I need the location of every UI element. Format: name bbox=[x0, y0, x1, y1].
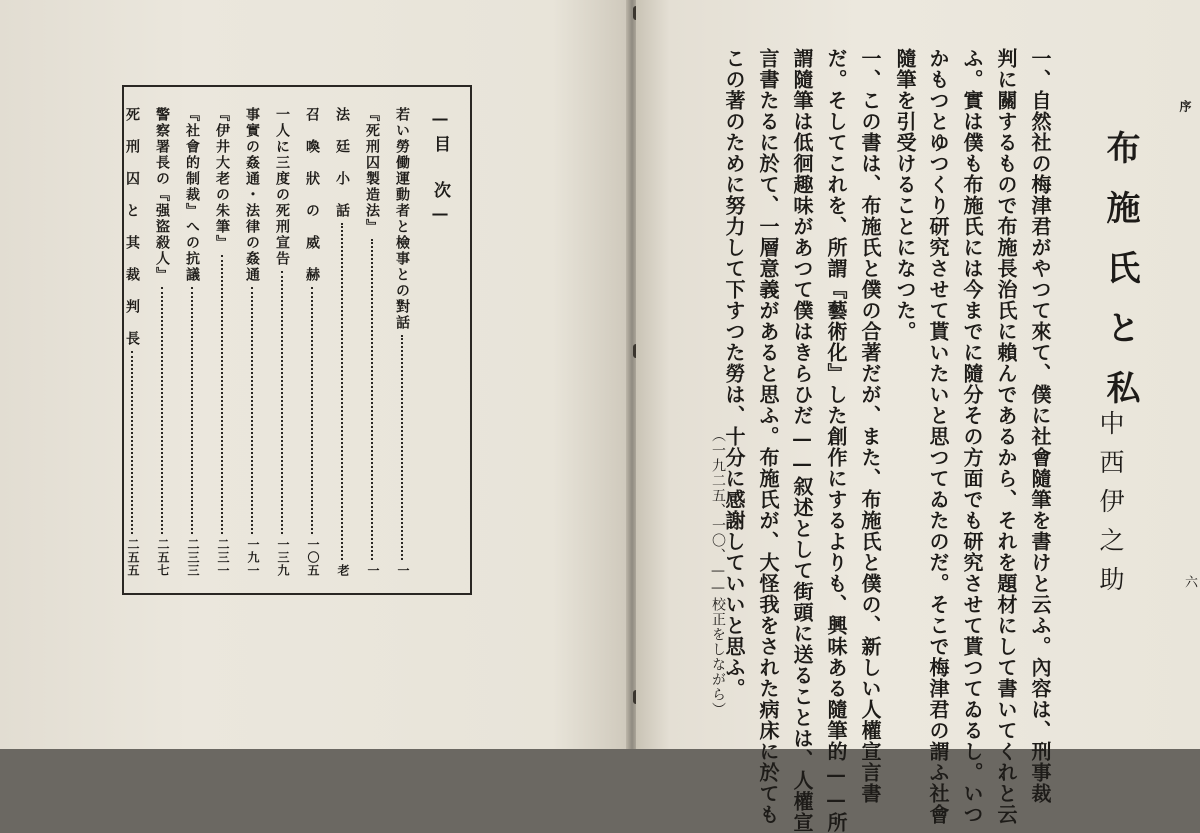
toc-entry-page: 二三一 bbox=[216, 538, 230, 577]
toc-entry bbox=[302, 107, 322, 577]
toc-entry bbox=[212, 107, 232, 577]
body-text-column: かもつとゆつくり研究させて貰いたいと思つてゐたのだ。そこで梅津君の謂ふ社會 bbox=[926, 48, 950, 825]
table-of-contents bbox=[122, 85, 472, 595]
toc-entry bbox=[152, 107, 172, 577]
toc-entry-page: 一三九 bbox=[276, 538, 290, 577]
toc-entry-page: 二五五 bbox=[126, 538, 140, 577]
toc-entry bbox=[272, 107, 292, 577]
toc-leader-dots bbox=[311, 287, 313, 534]
toc-entry-page: 一 bbox=[396, 564, 410, 577]
toc-entry-title: 若い勞働運動者と檢事との對話 bbox=[394, 107, 410, 331]
toc-leader-dots bbox=[131, 351, 133, 534]
toc-leader-dots bbox=[251, 287, 253, 534]
toc-entry-title: 警察署長の『强盜殺人』 bbox=[154, 107, 170, 283]
body-text-column: ふ。實は僕も布施氏には今までに隨分その方面でも研究させて貰つてゐるし。いつ bbox=[960, 48, 984, 825]
body-text-column: だ。そしてこれを、所謂『藝術化』した創作にするよりも、興味ある隨筆的——所 bbox=[824, 48, 848, 833]
toc-entry-title: 『社會的制裁』への抗議 bbox=[184, 107, 200, 283]
toc-entry bbox=[392, 107, 412, 577]
author-name: 中西伊之助 bbox=[1096, 410, 1125, 605]
body-text-column: 隨筆を引受けることになつた。 bbox=[893, 48, 917, 342]
date-line: （一九二五、一〇、——校正をしながら） bbox=[710, 428, 726, 717]
toc-entry-title: 事實の姦通・法律の姦通 bbox=[244, 107, 260, 283]
toc-entry-title: 死 刑 囚 と 其 裁 判 長 bbox=[124, 107, 140, 347]
toc-entry bbox=[182, 107, 202, 577]
toc-leader-dots bbox=[281, 271, 283, 534]
body-text-column: 判に關するもので布施長治氏に賴んであるから、それを題材にして書いてくれと云 bbox=[994, 48, 1018, 825]
toc-leader-dots bbox=[371, 239, 373, 560]
toc-entry-page: 老 bbox=[336, 564, 350, 577]
toc-entry-title: 一人に三度の死刑宣告 bbox=[274, 107, 290, 267]
toc-leader-dots bbox=[221, 255, 223, 534]
toc-entry bbox=[362, 107, 382, 577]
body-text-column: この著のために努力して下すつた勞は、十分に感謝していいと思ふ。 bbox=[722, 48, 746, 699]
preface-label: 序 bbox=[1178, 100, 1192, 112]
toc-leader-dots bbox=[161, 287, 163, 534]
toc-entry-page: 一〇五 bbox=[306, 538, 320, 577]
toc-entry-page: 二三三 bbox=[186, 538, 200, 577]
toc-entry bbox=[242, 107, 262, 577]
toc-entry-title: 召 喚 狀 の 威 赫 bbox=[304, 107, 320, 283]
toc-entry-title: 『伊井大老の朱筆』 bbox=[214, 107, 230, 251]
toc-entry-page: 一 bbox=[366, 564, 380, 577]
toc-entry-title: 『死刑囚製造法』 bbox=[364, 107, 380, 235]
toc-leader-dots bbox=[341, 223, 343, 560]
toc-entry bbox=[122, 107, 142, 577]
left-page bbox=[0, 0, 628, 749]
essay-title: 布施氏と私 bbox=[1100, 130, 1140, 430]
toc-leader-dots bbox=[191, 287, 193, 534]
toc-entry-title: 法 廷 小 話 bbox=[334, 107, 350, 219]
toc-heading: —目 次— bbox=[430, 109, 450, 230]
body-text-column: 言書たるに於て、一層意義があると思ふ。布施氏が、大怪我をされた病床に於ても bbox=[756, 48, 780, 825]
toc-entry-page: 二五七 bbox=[156, 538, 170, 577]
toc-leader-dots bbox=[401, 335, 403, 560]
toc-entry bbox=[332, 107, 352, 577]
toc-entry-page: 一九一 bbox=[246, 538, 260, 577]
body-text-column: 一、自然社の梅津君がやつて來て、僕に社會隨筆を書けと云ふ。內容は、刑事裁 bbox=[1028, 48, 1052, 804]
body-text-column: 謂隨筆は低徊趣味があつて僕はきらひだ——叙述として街頭に送ることは、人權宣 bbox=[790, 48, 814, 833]
body-text-column: 一、この書は、布施氏と僕の合著だが、また、布施氏と僕の、新しい人權宣言書 bbox=[858, 48, 882, 804]
page-number: 六 bbox=[1182, 575, 1197, 588]
